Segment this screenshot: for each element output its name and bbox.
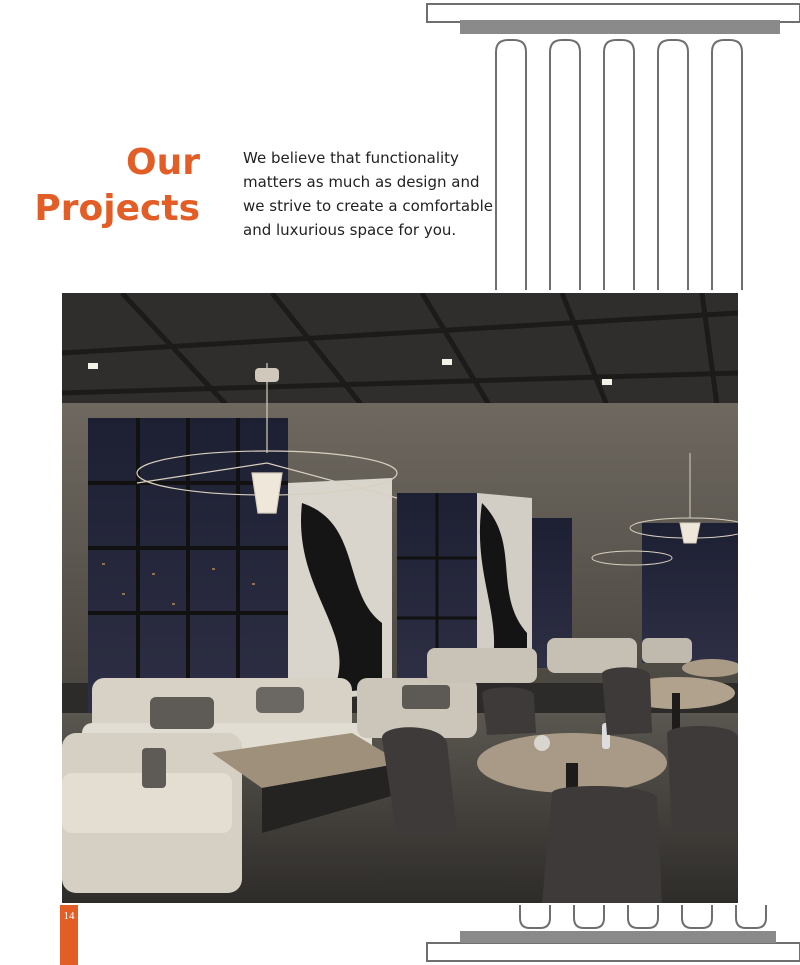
column-flute — [550, 40, 580, 290]
column-flute — [658, 40, 688, 290]
column-flute — [604, 40, 634, 290]
armchair-front-left — [62, 733, 242, 893]
title-line-our: Our — [126, 142, 200, 183]
column-flute — [496, 40, 526, 290]
column-capital-top — [427, 4, 800, 22]
column-flute — [520, 905, 550, 928]
column-flute — [736, 905, 766, 928]
intro-paragraph — [243, 146, 493, 242]
page-title — [34, 140, 200, 232]
intro-line: We believe that functionality — [243, 149, 459, 167]
column-flute — [712, 40, 742, 290]
intro-line: we strive to create a comfortable — [243, 197, 493, 215]
project-photo — [62, 293, 738, 903]
page-number-tab — [60, 905, 78, 965]
column-capital-bar — [460, 20, 780, 34]
title-line-projects: Projects — [34, 188, 200, 229]
page-number: 14 — [63, 910, 75, 922]
column-flute — [628, 905, 658, 928]
restaurant-interior-illustration — [62, 293, 738, 903]
intro-line: and luxurious space for you. — [243, 221, 457, 239]
column-base-bar — [460, 931, 776, 943]
column-flute — [574, 905, 604, 928]
column-base-bottom — [427, 943, 800, 961]
lamp-canopy — [255, 368, 279, 382]
column-flute — [682, 905, 712, 928]
intro-line: matters as much as design and — [243, 173, 480, 191]
